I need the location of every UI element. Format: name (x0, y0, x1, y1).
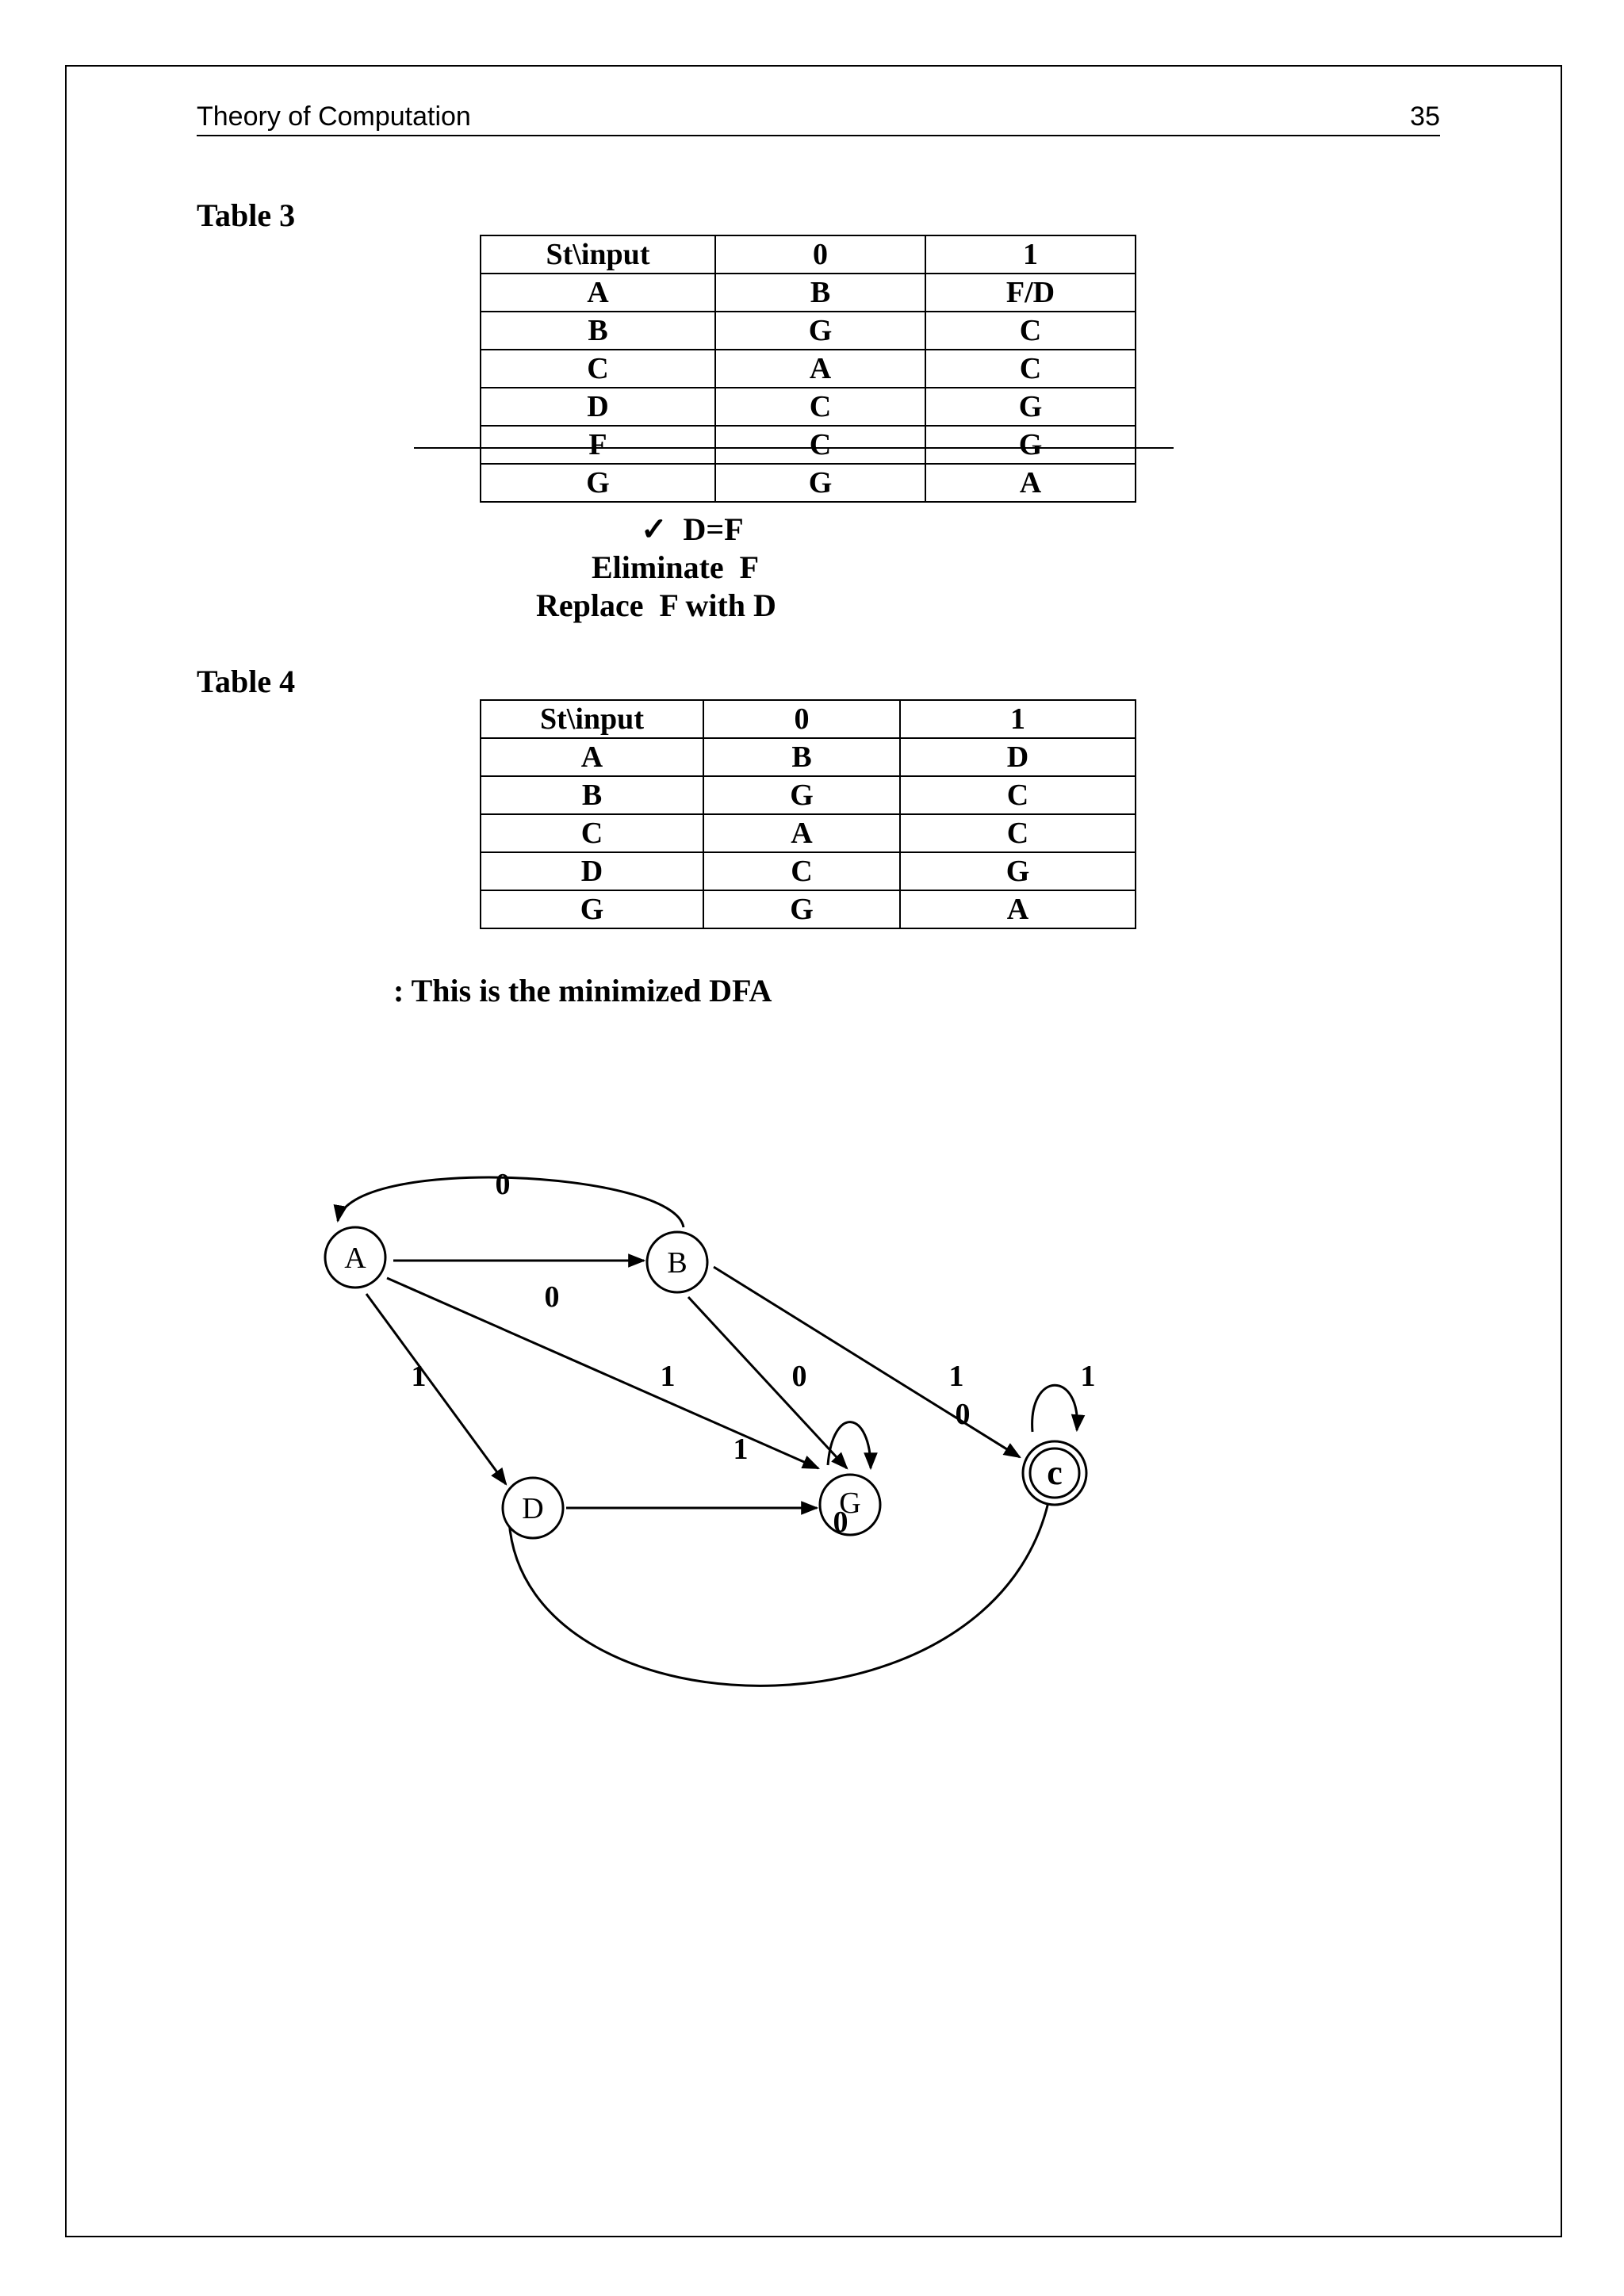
column-header: 1 (900, 700, 1136, 738)
edge-label-g-loop: 0 (833, 1506, 848, 1539)
table-3-caption: Table 3 (197, 197, 296, 233)
table-cell: A (925, 464, 1136, 502)
table-cell: A (715, 350, 925, 388)
table-cell: C (925, 350, 1136, 388)
table-cell: B (481, 776, 703, 814)
table-cell: C (900, 776, 1136, 814)
edge-b-to-c (714, 1267, 1020, 1457)
table-cell: C (715, 426, 925, 464)
table-cell: G (715, 464, 925, 502)
edge-label-d-to-g: 1 (733, 1433, 749, 1466)
table-cell: C (481, 814, 703, 852)
table-cell: B (715, 274, 925, 312)
table-cell: C (925, 312, 1136, 350)
table-cell: D (481, 388, 715, 426)
note-eliminate: Eliminate F (592, 549, 760, 585)
edge-g-loop (828, 1422, 871, 1468)
table-cell: A (900, 890, 1136, 928)
state-label-d: D (522, 1492, 544, 1525)
table-4-caption: Table 4 (197, 664, 296, 699)
table-cell: G (481, 890, 703, 928)
edge-label-a-to-b: 0 (544, 1280, 560, 1314)
edge-b-to-a (338, 1177, 684, 1227)
table-cell: G (925, 426, 1136, 464)
table-cell: A (481, 738, 703, 776)
table-cell: F/D (925, 274, 1136, 312)
table-cell: D (481, 852, 703, 890)
column-header: St\input (481, 700, 703, 738)
table-cell: G (703, 776, 900, 814)
table-cell: G (715, 312, 925, 350)
edge-label-b-to-a: 0 (495, 1168, 511, 1201)
edge-label-c-loop: 1 (1080, 1360, 1096, 1393)
table-cell: B (481, 312, 715, 350)
table-cell: A (703, 814, 900, 852)
note-replace: Replace F with D (536, 587, 776, 623)
page-number: 35 (1410, 101, 1440, 132)
edge-label-b-to-c: 1 (948, 1360, 964, 1393)
column-header: St\input (481, 235, 715, 274)
edge-b-to-g (688, 1297, 847, 1468)
table-cell: C (703, 852, 900, 890)
document-title: Theory of Computation (197, 101, 471, 132)
column-header: 0 (715, 235, 925, 274)
column-header: 0 (703, 700, 900, 738)
table-cell: G (900, 852, 1136, 890)
table-cell: C (481, 350, 715, 388)
note-equivalence: ✓ D=F (641, 511, 744, 547)
state-label-a: A (344, 1242, 366, 1275)
edge-label-b-to-g: 0 (791, 1360, 807, 1393)
edge-label-d-to-c: 0 (955, 1398, 971, 1431)
state-label-b: B (667, 1246, 688, 1280)
table-cell: A (481, 274, 715, 312)
column-header: 1 (925, 235, 1136, 274)
edge-label-a-to-d: 1 (411, 1360, 427, 1393)
state-label-g: G (839, 1487, 861, 1520)
dfa-caption: : This is the minimized DFA (393, 973, 772, 1008)
edge-a-to-g (387, 1278, 818, 1468)
state-label-c: c (1047, 1453, 1063, 1492)
check-icon: ✓ (641, 511, 668, 547)
edge-c-loop (1032, 1385, 1078, 1432)
table-cell: C (715, 388, 925, 426)
table-cell: G (703, 890, 900, 928)
edge-label-a-to-g: 1 (660, 1360, 676, 1393)
table-cell: D (900, 738, 1136, 776)
table-cell: B (703, 738, 900, 776)
table-cell: G (925, 388, 1136, 426)
edge-d-to-c (509, 1475, 1053, 1686)
table-cell: G (481, 464, 715, 502)
table-cell: C (900, 814, 1136, 852)
table-cell: F (481, 426, 715, 464)
